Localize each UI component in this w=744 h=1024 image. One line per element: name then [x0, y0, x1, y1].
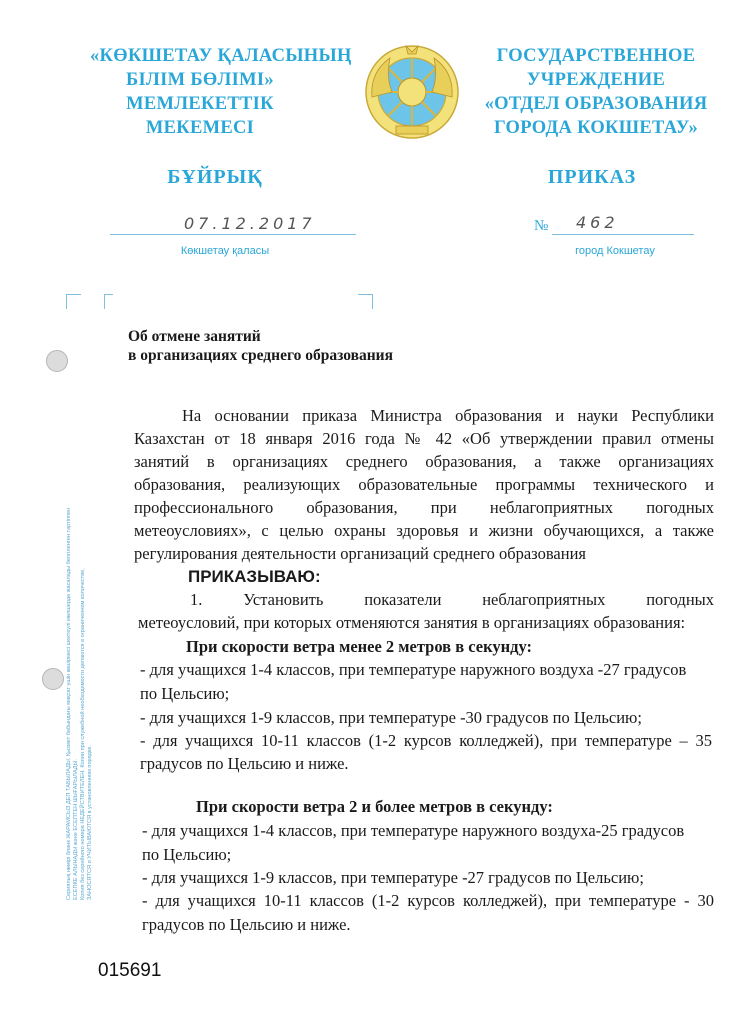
subject-line-1: Об отмене занятий	[128, 328, 261, 345]
preamble-line-3: занятий в организациях среднего образования, а также организациях	[134, 452, 714, 471]
form-serial-number: 015691	[98, 960, 162, 981]
header-left-line-3: МЕМЛЕКЕТТІК	[126, 94, 274, 114]
date-underline	[110, 234, 356, 235]
number-sign: №	[534, 218, 549, 234]
header-right-line-2: УЧРЕЖДЕНИЕ	[526, 70, 666, 90]
preamble-line-2: Казахстан от 18 января 2016 года № 42 «Об утверждении правил отмены	[134, 429, 714, 448]
state-emblem-icon	[362, 42, 462, 142]
preamble-line-1: На основании приказа Министра образования и науки Республики	[182, 406, 714, 425]
city-russian: город Кокшетау	[575, 245, 655, 257]
punch-hole-top	[46, 350, 68, 372]
section2-line-4: - для учащихся 10-11 классов (1-2 курсов колледжей), при температуре - 30	[142, 891, 714, 910]
number-underline	[552, 234, 694, 235]
section1-line-5: градусов по Цельсию и ниже.	[140, 754, 349, 773]
preamble-line-5: профессионального образования, при неблагоприятных погодных	[134, 498, 714, 517]
section1-line-4: - для учащихся 10-11 классов (1-2 курсов колледжей), при температуре – 35	[140, 731, 712, 750]
header-right-line-4: ГОРОДА КОКШЕТАУ»	[493, 118, 699, 138]
section2-line-5: градусов по Цельсию и ниже.	[142, 915, 351, 934]
header-left-line-2: БІЛІМ БӨЛІМІ»	[126, 70, 274, 90]
corner-bracket-left-inner	[104, 294, 113, 309]
section2-line-1: - для учащихся 1-4 классов, при температуре наружного воздуха-25 градусов	[142, 821, 685, 840]
item1-line-1: 1. Установить показатели неблагоприятных погодных	[190, 590, 714, 609]
side-stamp-line-2: ЕСЕПКЕ АЛЫНАДЫ және ЕСЕПТЕН ШЫҒАРЫЛАДЫ.	[73, 758, 79, 900]
side-stamp-line-4: ЗАНОСЯТСЯ и УЧИТЫВАЮТСЯ в установленном порядке.	[87, 744, 93, 900]
section2-line-2: по Цельсию;	[142, 845, 232, 864]
header-left-line-4: МЕКЕМЕСІ	[145, 118, 255, 138]
header-left-org-name	[90, 44, 352, 140]
header-right-org-name	[478, 44, 714, 140]
side-stamp-line-3: Копия без серийного номера НЕДЕЙСТВИТЕЛЕН. Копии при служебной необходимости делаются в ограниченном количестве,	[80, 568, 86, 900]
order-word: ПРИКАЗЫВАЮ:	[188, 567, 321, 586]
section1-line-1: - для учащихся 1-4 классов, при температуре наружного воздуха -27 градусов	[140, 660, 687, 679]
doc-type-kazakh: БҰЙРЫҚ	[167, 166, 263, 188]
preamble-line-7: регулирования деятельности организаций среднего образования	[134, 544, 586, 563]
section2-line-3: - для учащихся 1-9 классов, при температуре -27 градусов по Цельсию;	[142, 868, 644, 887]
header-right-line-1: ГОСУДАРСТВЕННОЕ	[496, 46, 696, 66]
header-right-line-3: «ОТДЕЛ ОБРАЗОВАНИЯ	[484, 94, 708, 114]
subject-line-2: в организациях среднего образования	[128, 347, 393, 364]
item1-line-2: метеоусловий, при которых отменяются занятия в организациях образования:	[138, 613, 686, 632]
section1-heading: При скорости ветра менее 2 метров в секунду:	[186, 637, 533, 656]
order-number: 462	[576, 213, 619, 232]
corner-bracket-right	[358, 294, 373, 309]
order-date: 07.12.2017	[184, 214, 316, 233]
header-left-line-1: «КӨКШЕТАУ ҚАЛАСЫНЫҢ	[90, 46, 352, 66]
preamble-line-4: образования, реализующих образовательные программы технического и	[134, 475, 714, 494]
side-stamp-line-1: Сериялық нөмірі бланк ЖАРАМСЫЗ ДЕП ТАБЫЛАДЫ. Қызмет бабындағы мақсат үшін көшірмесі шектеулі мөлшерде жасалады белгіленген тәртіппен	[66, 507, 72, 900]
city-kazakh: Көкшетау қаласы	[180, 245, 270, 257]
section1-line-3: - для учащихся 1-9 классов, при температуре -30 градусов по Цельсию;	[140, 708, 642, 727]
side-security-stamp	[66, 340, 106, 900]
doc-type-russian: ПРИКАЗ	[547, 166, 637, 188]
section1-line-2: по Цельсию;	[140, 684, 230, 703]
punch-hole-bottom	[42, 668, 64, 690]
section2-heading: При скорости ветра 2 и более метров в секунду:	[196, 797, 553, 816]
preamble-line-6: метеоусловиях», с целью охраны здоровья и жизни обучающихся, а также	[134, 521, 714, 540]
corner-bracket-left	[66, 294, 81, 309]
